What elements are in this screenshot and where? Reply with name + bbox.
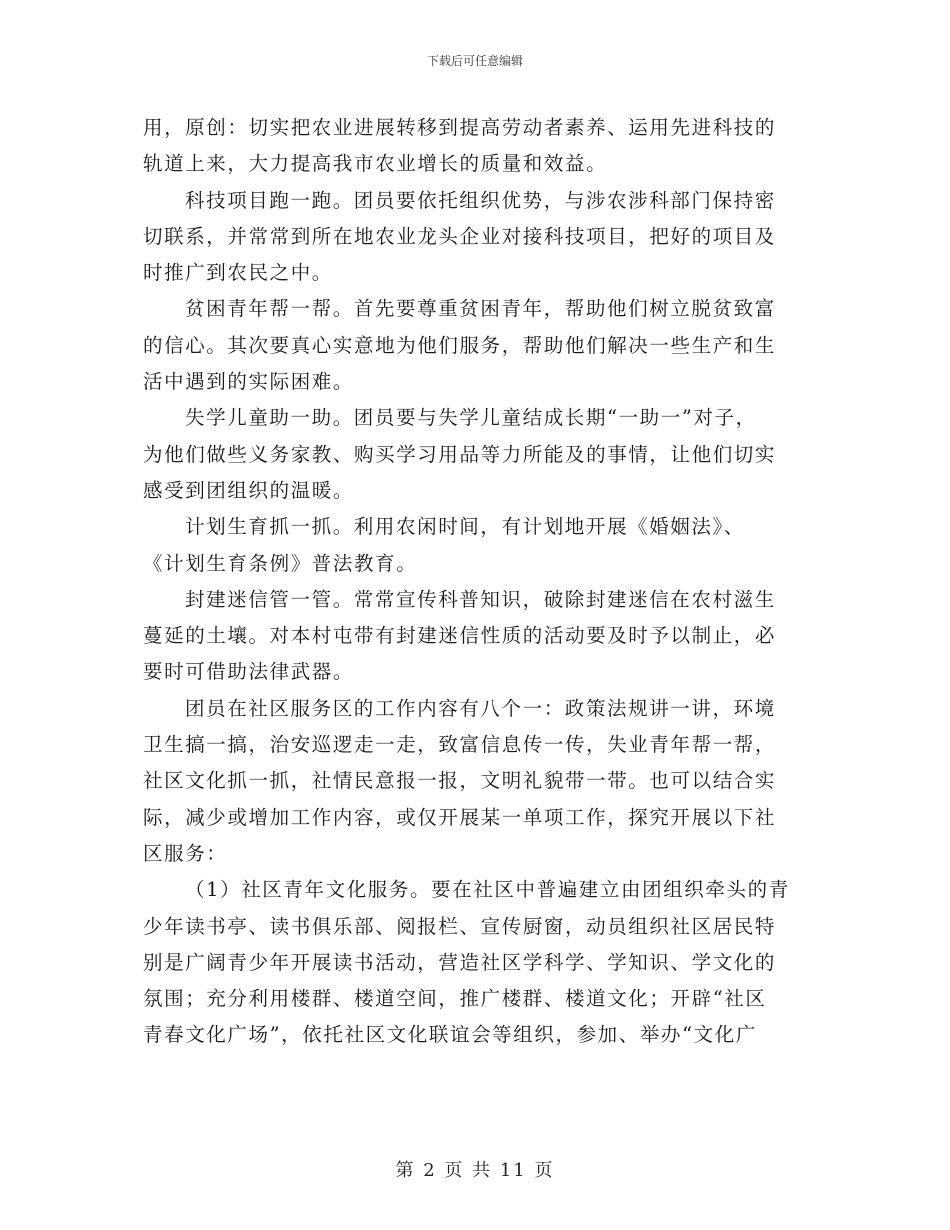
text-line: 氛围；充分利用楼群、楼道空间，推广楼群、楼道文化；开辟“社区 bbox=[143, 987, 767, 1011]
text-line: 贫困青年帮一帮。首先要尊重贫困青年，帮助他们树立脱贫致富 bbox=[185, 297, 776, 321]
text-line: 要时可借助法律武器。 bbox=[143, 660, 355, 684]
text-line: 卫生搞一搞，治安巡逻走一走，致富信息传一传，失业青年帮一帮， bbox=[143, 733, 777, 757]
text-line: 别是广阔青少年开展读书活动，营造社区学科学、学知识、学文化的 bbox=[143, 950, 777, 974]
document-body bbox=[143, 110, 803, 1054]
text-line: 感受到团组织的温暖。 bbox=[143, 478, 355, 502]
text-line: 用，原创：切实把农业进展转移到提高劳动者素养、运用先进科技的 bbox=[143, 116, 777, 139]
text-line: 社区文化抓一抓，社情民意报一报，文明礼貌带一带。也可以结合实 bbox=[143, 769, 777, 793]
text-line: 团员在社区服务区的工作内容有八个一：政策法规讲一讲，环境 bbox=[185, 696, 776, 720]
text-line: 活中遇到的实际困难。 bbox=[143, 370, 355, 394]
text-line: 《计划生育条例》普法教育。 bbox=[143, 551, 418, 575]
text-line: 计划生育抓一抓。利用农闲时间，有计划地开展《婚姻法》、 bbox=[185, 515, 745, 539]
text-line: 区服务： bbox=[143, 841, 228, 865]
text-line: （1）社区青年文化服务。要在社区中普遍建立由团组织牵头的青 bbox=[185, 878, 790, 902]
text-line: 切联系，并常常到所在地农业龙头企业对接科技项目，把好的项目及 bbox=[143, 224, 777, 248]
text-line: 的信心。其次要真心实意地为他们服务，帮助他们解决一些生产和生 bbox=[143, 333, 777, 357]
text-line: 为他们做些义务家教、购买学习用品等力所能及的事情，让他们切实 bbox=[143, 442, 777, 466]
text-line: 封建迷信管一管。常常宣传科普知识，破除封建迷信在农村滋生 bbox=[185, 587, 776, 611]
text-line: 轨道上来，大力提高我市农业增长的质量和效益。 bbox=[143, 152, 608, 176]
page-number: 第 2 页 共 11 页 bbox=[395, 1160, 555, 1181]
text-line: 少年读书亭、读书俱乐部、阅报栏、宣传厨窗，动员组织社区居民特 bbox=[143, 914, 777, 938]
text-line: 青春文化广场”，依托社区文化联谊会等组织，参加、举办“文化广 bbox=[143, 1023, 757, 1047]
text-line: 蔓延的土壤。对本村屯带有封建迷信性质的活动要及时予以制止，必 bbox=[143, 624, 777, 648]
text-line: 失学儿童助一助。团员要与失学儿童结成长期“一助一”对子， bbox=[185, 406, 757, 430]
page-header: 下载后可任意编辑 bbox=[426, 54, 523, 68]
text-line: 科技项目跑一跑。团员要依托组织优势，与涉农涉科部门保持密 bbox=[185, 188, 776, 212]
text-line: 时推广到农民之中。 bbox=[143, 261, 333, 285]
text-line: 际，减少或增加工作内容，或仅开展某一单项工作，探究开展以下社 bbox=[143, 805, 777, 829]
